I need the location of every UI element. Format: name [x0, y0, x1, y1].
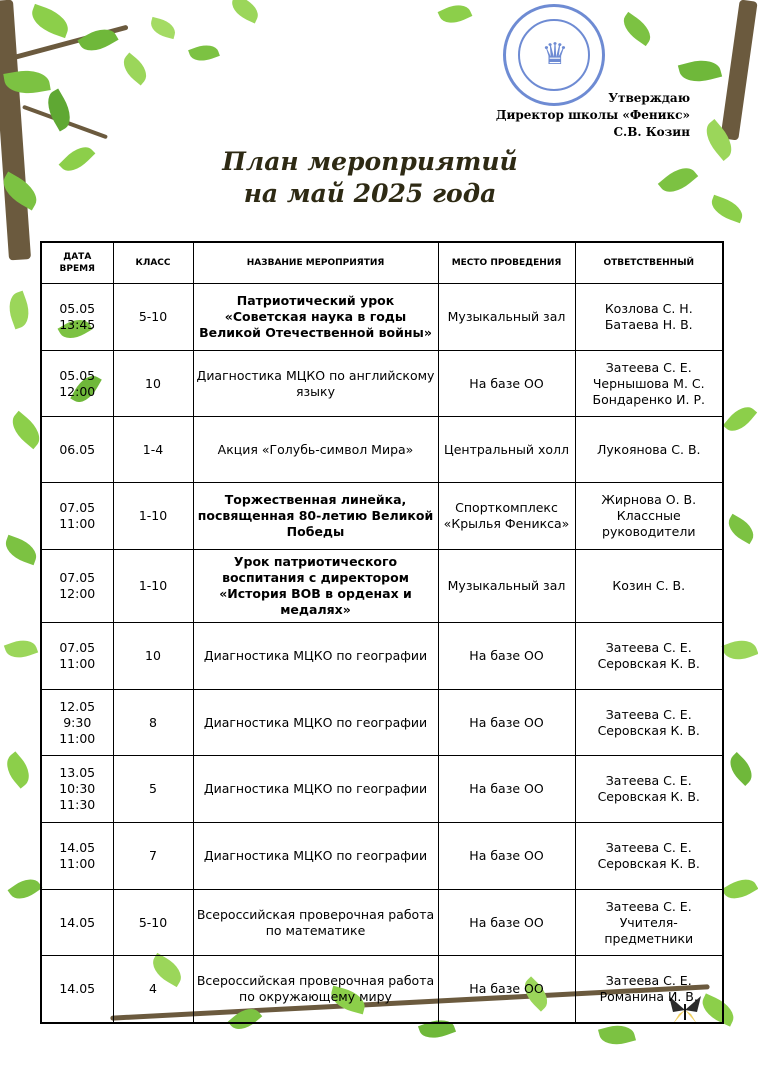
branch-icon — [720, 0, 757, 141]
class-cell — [113, 623, 193, 690]
class-cell-text: 1-10 — [138, 508, 168, 523]
date-cell-text: 07.05 11:00 — [59, 640, 96, 671]
leaf-icon — [4, 635, 38, 662]
class-cell — [113, 550, 193, 623]
date-cell-text: 14.05 — [59, 980, 96, 996]
place-cell-text: На базе ОО — [469, 648, 544, 663]
class-cell-text: 1-4 — [142, 441, 164, 457]
event-name-cell — [193, 284, 438, 351]
header-place: МЕСТО ПРОВЕДЕНИЯ — [438, 242, 575, 284]
responsible-cell — [575, 623, 723, 690]
date-cell-text: 14.05 — [59, 914, 96, 930]
event-name-cell — [193, 890, 438, 956]
event-name-cell — [193, 756, 438, 823]
table-row — [41, 756, 723, 823]
responsible-cell — [575, 956, 723, 1023]
responsible-cell-text: Козин С. В. — [612, 578, 686, 593]
table-row — [41, 550, 723, 623]
table-row — [41, 956, 723, 1023]
event-name-cell-text: Диагностика МЦКО по географии — [203, 781, 428, 796]
leaf-icon — [723, 401, 757, 437]
event-name-cell — [193, 956, 438, 1023]
responsible-cell — [575, 690, 723, 756]
date-cell-text: 07.05 12:00 — [59, 570, 96, 601]
class-cell — [113, 351, 193, 417]
table-body — [41, 284, 723, 1023]
responsible-cell-text: Затеева С. Е. Романина И. В. — [599, 972, 698, 1004]
approval-signatory: С.В. Козин — [613, 125, 690, 139]
leaf-icon — [4, 291, 34, 330]
class-cell-text: 5 — [149, 781, 157, 796]
class-cell — [113, 823, 193, 890]
place-cell-text: На базе ОО — [469, 848, 544, 863]
event-name-cell-text: Диагностика МЦКО по английскому языку — [196, 367, 435, 399]
class-cell — [113, 417, 193, 483]
date-cell — [41, 956, 113, 1023]
responsible-cell-text: Затеева С. Е. Учителя-предметники — [604, 898, 694, 946]
class-cell — [113, 956, 193, 1023]
place-cell — [438, 483, 575, 550]
table-row — [41, 890, 723, 956]
leaf-icon — [188, 41, 220, 66]
class-cell-text: 8 — [149, 714, 157, 730]
approval-block — [496, 90, 690, 141]
place-cell — [438, 823, 575, 890]
header-event-name: НАЗВАНИЕ МЕРОПРИЯТИЯ — [193, 242, 438, 284]
responsible-cell-text: Козлова С. Н. Батаева Н. В. — [604, 301, 693, 332]
event-name-cell — [193, 483, 438, 550]
leaf-icon — [148, 17, 177, 39]
event-name-cell-text: Диагностика МЦКО по географии — [203, 714, 428, 730]
class-cell-text: 5-10 — [138, 914, 168, 930]
header-class: КЛАСС — [113, 242, 193, 284]
page-title-line-1: План мероприятий — [222, 147, 518, 176]
place-cell — [438, 351, 575, 417]
leaf-icon — [118, 52, 153, 85]
event-name-cell — [193, 417, 438, 483]
place-cell — [438, 690, 575, 756]
event-name-cell — [193, 690, 438, 756]
place-cell — [438, 623, 575, 690]
date-cell — [41, 284, 113, 351]
responsible-cell — [575, 483, 723, 550]
leaf-icon — [0, 751, 36, 788]
responsible-cell — [575, 550, 723, 623]
leaf-icon — [438, 0, 473, 28]
date-cell-text: 14.05 11:00 — [59, 840, 96, 871]
event-name-cell-text: Патриотический урок «Советская наука в годы Великой Отечественной войны» — [199, 293, 432, 340]
date-cell-text: 06.05 — [59, 441, 96, 457]
date-cell — [41, 823, 113, 890]
date-cell — [41, 550, 113, 623]
table-header-row — [41, 242, 723, 284]
responsible-cell — [575, 756, 723, 823]
class-cell-text: 5-10 — [138, 309, 168, 324]
responsible-cell — [575, 284, 723, 351]
date-cell-text: 07.05 11:00 — [59, 500, 96, 531]
place-cell — [438, 284, 575, 351]
event-name-cell — [193, 550, 438, 623]
approval-label: Утверждаю — [608, 91, 690, 105]
place-cell-text: На базе ОО — [469, 914, 544, 930]
branch-icon — [0, 0, 31, 260]
place-cell — [438, 890, 575, 956]
place-cell-text: На базе ОО — [469, 714, 544, 730]
event-name-cell — [193, 351, 438, 417]
leaf-icon — [618, 12, 656, 46]
place-cell-text: На базе ОО — [469, 781, 544, 796]
responsible-cell — [575, 823, 723, 890]
class-cell — [113, 483, 193, 550]
class-cell — [113, 890, 193, 956]
place-cell-text: Музыкальный зал — [447, 578, 566, 593]
table-row — [41, 690, 723, 756]
event-name-cell-text: Диагностика МЦКО по географии — [203, 848, 428, 863]
page-title-line-2: на май 2025 года — [243, 179, 497, 208]
place-cell-text: Центральный холл — [444, 441, 569, 457]
table-row — [41, 483, 723, 550]
header-date: ДАТА ВРЕМЯ — [41, 242, 113, 284]
class-cell-text: 10 — [145, 648, 161, 663]
class-cell-text: 1-10 — [138, 578, 168, 593]
leaf-icon — [724, 752, 758, 786]
leaf-icon — [27, 4, 72, 38]
responsible-cell-text: Затеева С. Е. Серовская К. В. — [597, 706, 700, 738]
responsible-cell-text: Лукоянова С. В. — [596, 441, 701, 457]
event-name-cell-text: Всероссийская проверочная работа по окружающему миру — [196, 972, 435, 1004]
leaf-icon — [2, 535, 41, 565]
class-cell — [113, 690, 193, 756]
leaf-icon — [722, 635, 758, 665]
responsible-cell-text: Затеева С. Е. Серовская К. В. — [597, 773, 700, 804]
event-name-cell — [193, 623, 438, 690]
event-name-cell-text: Акция «Голубь-символ Мира» — [217, 441, 414, 457]
date-cell — [41, 483, 113, 550]
class-cell-text: 4 — [149, 980, 157, 996]
date-cell — [41, 756, 113, 823]
event-name-cell-text: Торжественная линейка, посвященная 80-летию Великой Победы — [197, 492, 434, 539]
place-cell-text: На базе ОО — [469, 375, 544, 391]
date-cell-text: 13.05 10:30 11:30 — [59, 765, 96, 812]
date-cell — [41, 417, 113, 483]
events-table — [40, 241, 724, 1024]
page-title — [0, 146, 740, 210]
place-cell — [438, 550, 575, 623]
event-name-cell-text: Урок патриотического воспитания с директором «История ВОВ в орденах и медалях» — [219, 554, 412, 617]
table-row — [41, 351, 723, 417]
event-name-cell-text: Диагностика МЦКО по географии — [203, 648, 428, 663]
date-cell-text: 05.05 13:45 — [59, 301, 96, 332]
place-cell — [438, 756, 575, 823]
leaf-icon — [678, 55, 722, 87]
class-cell — [113, 756, 193, 823]
responsible-cell-text: Затеева С. Е. Серовская К. В. — [597, 840, 700, 871]
table-row — [41, 623, 723, 690]
place-cell-text: Музыкальный зал — [447, 309, 566, 324]
date-cell-text: 12.05 9:30 11:00 — [59, 698, 96, 746]
date-cell-text: 05.05 12:00 — [59, 367, 96, 399]
event-name-cell — [193, 823, 438, 890]
place-cell — [438, 417, 575, 483]
table-row — [41, 417, 723, 483]
class-cell — [113, 284, 193, 351]
responsible-cell — [575, 890, 723, 956]
leaf-icon — [228, 0, 263, 23]
leaf-icon — [722, 873, 758, 905]
stamp-icon: ♛ — [503, 4, 605, 106]
responsible-cell — [575, 351, 723, 417]
leaf-icon — [598, 1021, 636, 1049]
table-row — [41, 284, 723, 351]
responsible-cell — [575, 417, 723, 483]
responsible-cell-text: Жирнова О. В. Классные руководители — [601, 492, 697, 539]
date-cell — [41, 351, 113, 417]
table-row — [41, 823, 723, 890]
header-responsible: ОТВЕТСТВЕННЫЙ — [575, 242, 723, 284]
class-cell-text: 7 — [149, 848, 157, 863]
date-cell — [41, 623, 113, 690]
class-cell-text: 10 — [145, 375, 161, 391]
place-cell-text: На базе ОО — [469, 980, 544, 996]
event-name-cell-text: Всероссийская проверочная работа по математике — [196, 906, 435, 938]
leaf-icon — [724, 514, 758, 545]
date-cell — [41, 890, 113, 956]
place-cell-text: Спорткомплекс «Крылья Феникса» — [443, 500, 570, 531]
approval-position: Директор школы «Феникс» — [495, 108, 690, 122]
place-cell — [438, 956, 575, 1023]
date-cell — [41, 690, 113, 756]
leaf-icon — [8, 873, 43, 905]
responsible-cell-text: Затеева С. Е. Чернышова М. С. Бондаренко И. Р. — [592, 359, 705, 407]
responsible-cell-text: Затеева С. Е. Серовская К. В. — [597, 640, 700, 671]
